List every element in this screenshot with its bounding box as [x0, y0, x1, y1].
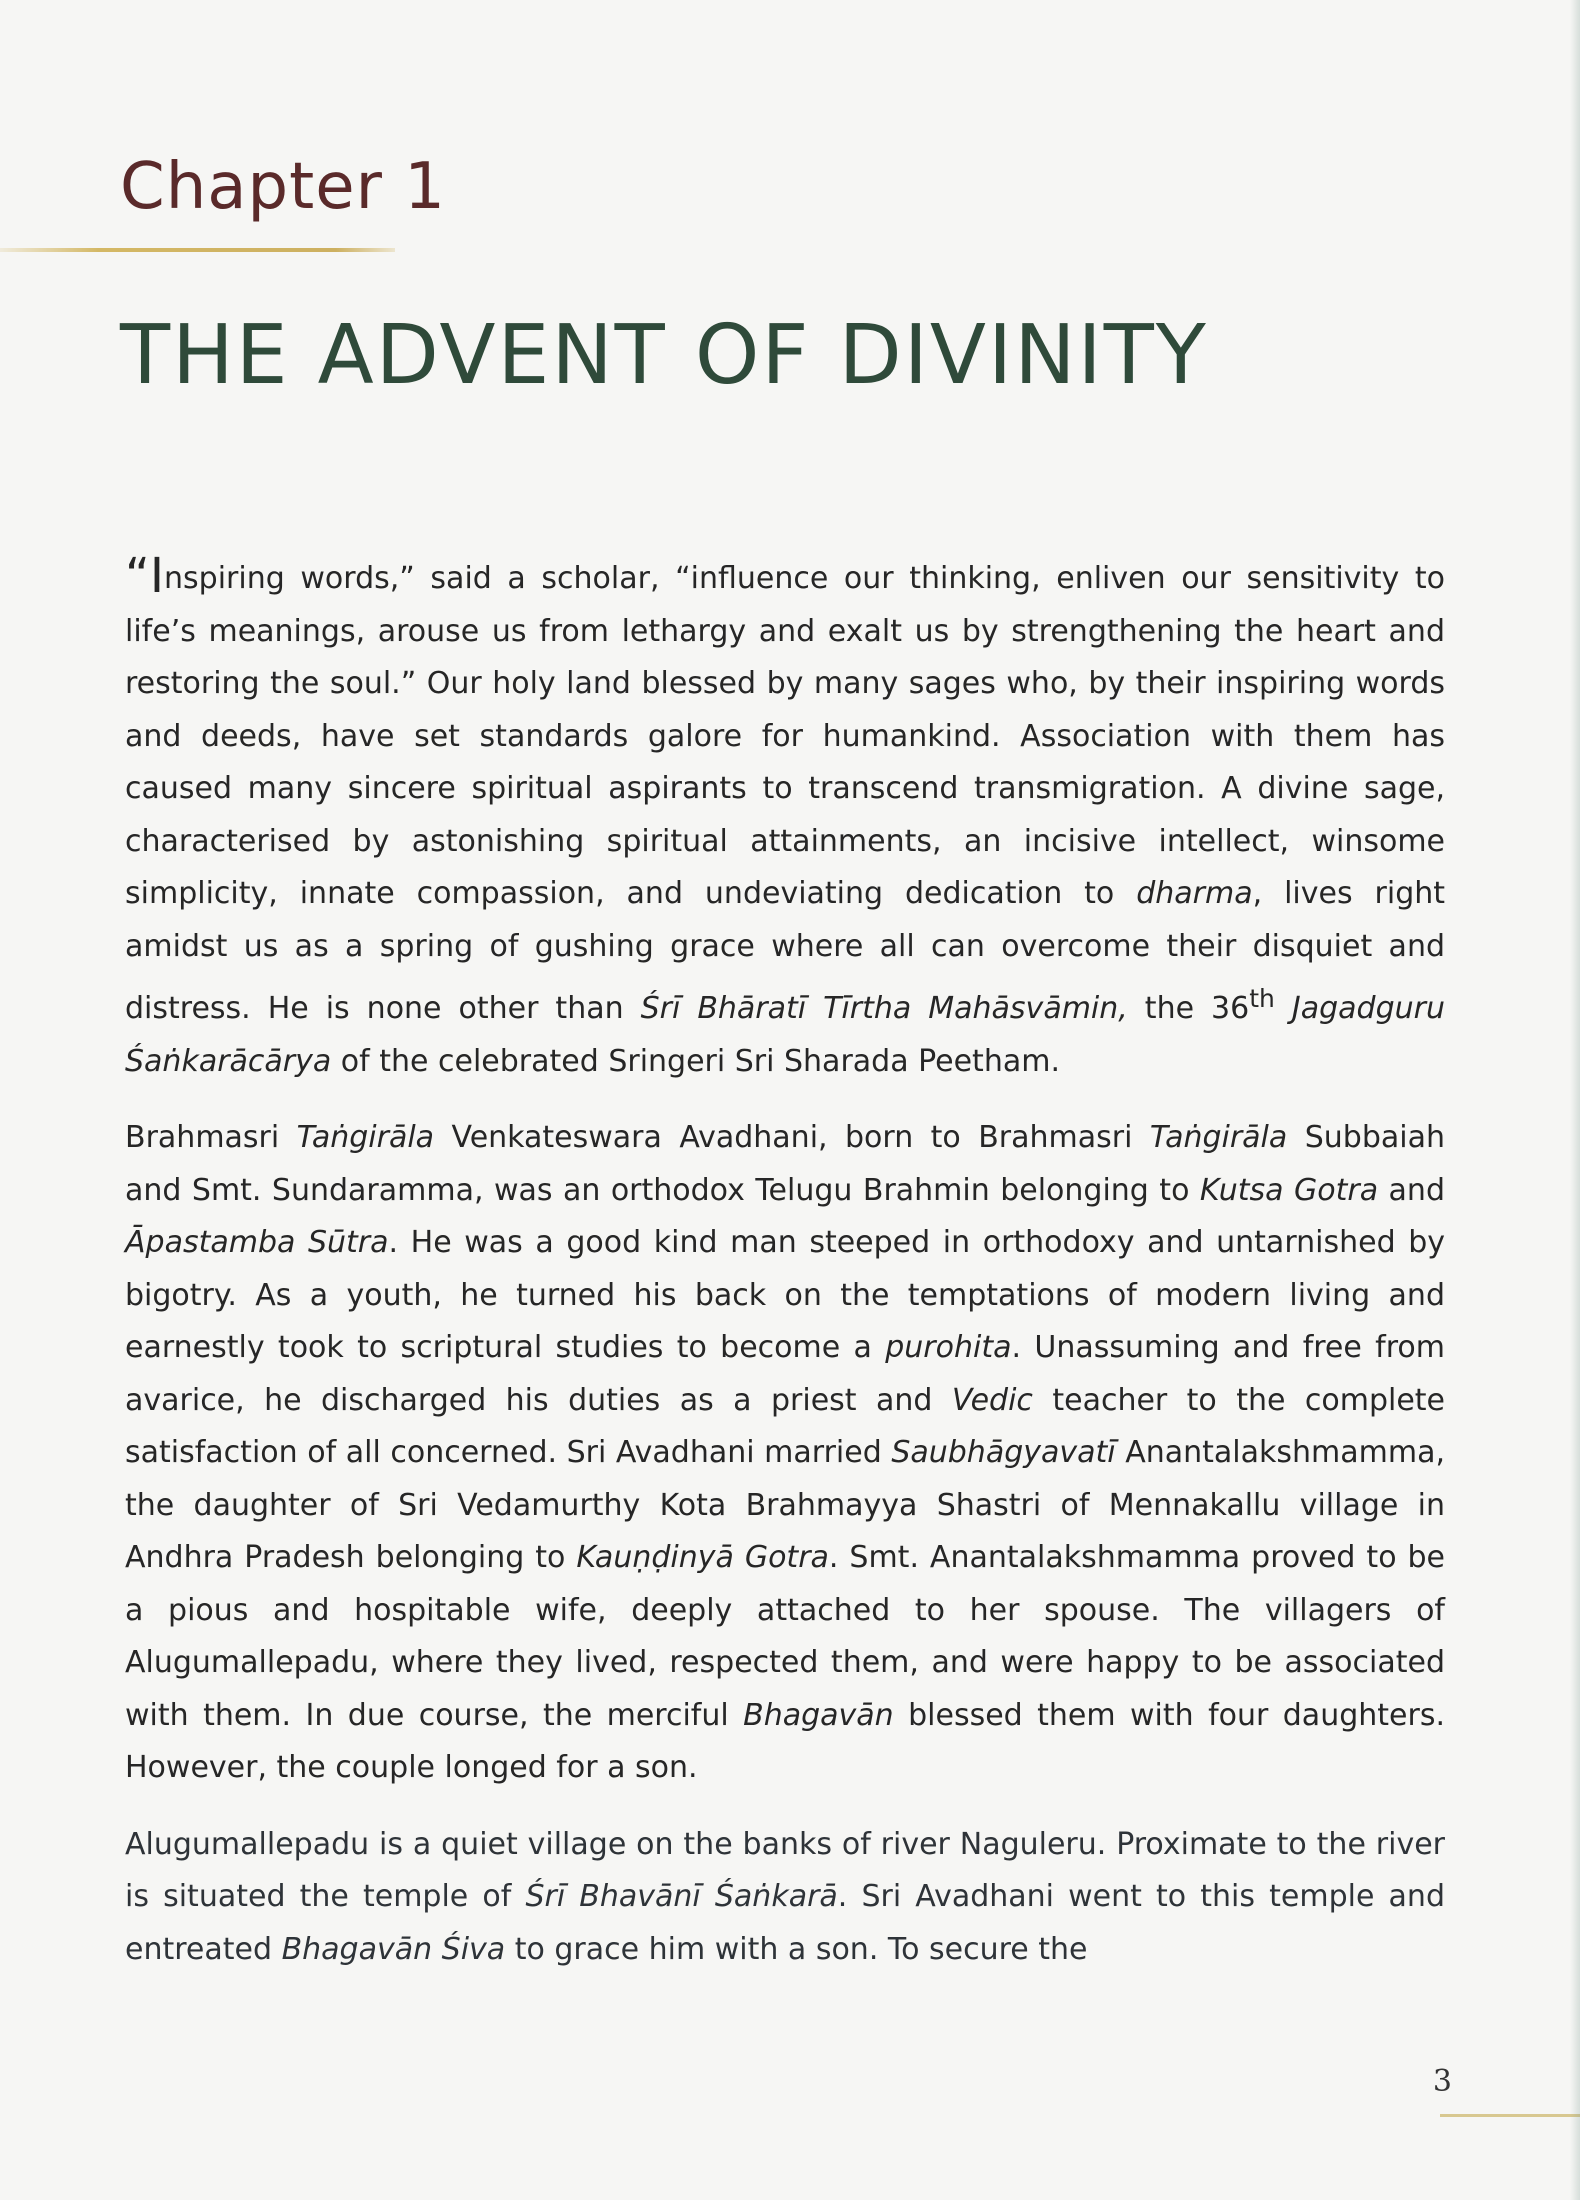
page-number-rule [1440, 2114, 1580, 2117]
text-run: Subbaiah and Smt. Sundaramma, was an orthodox Telugu Brahmin belonging to [125, 1120, 1445, 1208]
italic-term: Jagadguru Śaṅkarācārya [125, 991, 1445, 1079]
paragraph-3 [125, 1819, 1445, 1977]
italic-term: dharma [1136, 876, 1253, 911]
chapter-underline [0, 248, 395, 252]
italic-term: Kutsa Gotra [1199, 1172, 1379, 1208]
italic-term: Saubhāgyavatī [891, 1435, 1116, 1470]
drop-cap: “I [125, 548, 165, 604]
text-run: . He was a good kind man steeped in orthodoxy and untarnished by bigotry. As a youth, he turned his back on the temptations of modern living and earnestly took to scriptural studies to become a [125, 1225, 1446, 1365]
text-run: the 36 [1127, 991, 1250, 1026]
italic-term: Āpastamba Sūtra [125, 1225, 389, 1260]
italic-term: Śrī Bhāratī Tīrtha Mahāsvāmin, [640, 991, 1128, 1026]
italic-term: Bhagavān Śiva [281, 1931, 506, 1967]
chapter-label: Chapter 1 [120, 150, 446, 224]
italic-term: Taṅgirāla [1149, 1120, 1288, 1155]
page-number: 3 [1432, 2064, 1452, 2099]
italic-term: Taṅgirāla [296, 1120, 435, 1155]
page-edge-shadow [1570, 0, 1580, 2200]
text-run: Alugumallepadu is a quiet village on the banks of river Naguleru. Proximate to the river is situated the temple of [125, 1826, 1445, 1914]
paragraph-1 [125, 548, 1445, 1088]
text-run: Brahmasri [125, 1120, 297, 1155]
text-run: blessed them with four daughters. However, the couple longed for a son. [125, 1697, 1445, 1785]
text-run: Venkateswara Avadhani, born to Brahmasri [434, 1120, 1150, 1155]
text-run: nspiring words,” said a scholar, “influence our thinking, enliven our sensitivity to life’s meanings, arouse us from lethargy and exalt us by strengthening the heart and restoring the soul.” Our holy land blessed by many sages who, by their inspiring words and deeds, have set standards galore for humankind. Association with them has caused many sincere spiritual aspirants to transcend transmigration. A divine sage, characterised by astonishing spiritual attainments, an incisive intellect, winsome simplicity, innate compassion, and undeviating dedication to [125, 561, 1445, 911]
italic-term: Śrī Bhavānī Śaṅkarā [525, 1879, 838, 1914]
text-run: . Smt. Anantalakshmamma proved to be a pious and hospitable wife, deeply attached to her spouse. The villagers of Alugumallepadu, where they lived, respected them, and were happy to be associated with them. In due course, the merciful [125, 1540, 1446, 1733]
italic-term: purohita [885, 1330, 1012, 1365]
text-run: . Sri Avadhani went to this temple and entreated [125, 1879, 1445, 1967]
text-run: . Unassuming and free from avarice, he discharged his duties as a priest and [125, 1330, 1445, 1418]
paragraph-2 [125, 1112, 1445, 1795]
text-run: and [1378, 1172, 1445, 1208]
text-run: , lives right amidst us as a spring of gushing grace where all can overcome their disquiet and distress. He is none other than [125, 876, 1446, 1026]
italic-term: Bhagavān [743, 1697, 894, 1733]
text-run: Anantalakshmamma, the daughter of Sri Vedamurthy Kota Brahmayya Shastri of Mennakallu village in Andhra Pradesh belonging to [125, 1435, 1445, 1575]
text-run: to grace him with a son. To secure the [505, 1931, 1088, 1967]
italic-term: Vedic [951, 1382, 1033, 1418]
text-run: teacher to the complete satisfaction of all concerned. Sri Avadhani married [125, 1382, 1445, 1470]
text-run: of the celebrated Sringeri Sri Sharada Peetham. [331, 1043, 1060, 1079]
chapter-title: THE ADVENT OF DIVINITY [120, 308, 1208, 403]
ordinal-suffix: th [1249, 984, 1275, 1013]
italic-term: Kauṇḍinyā Gotra [576, 1540, 829, 1575]
body-text [125, 548, 1445, 2000]
